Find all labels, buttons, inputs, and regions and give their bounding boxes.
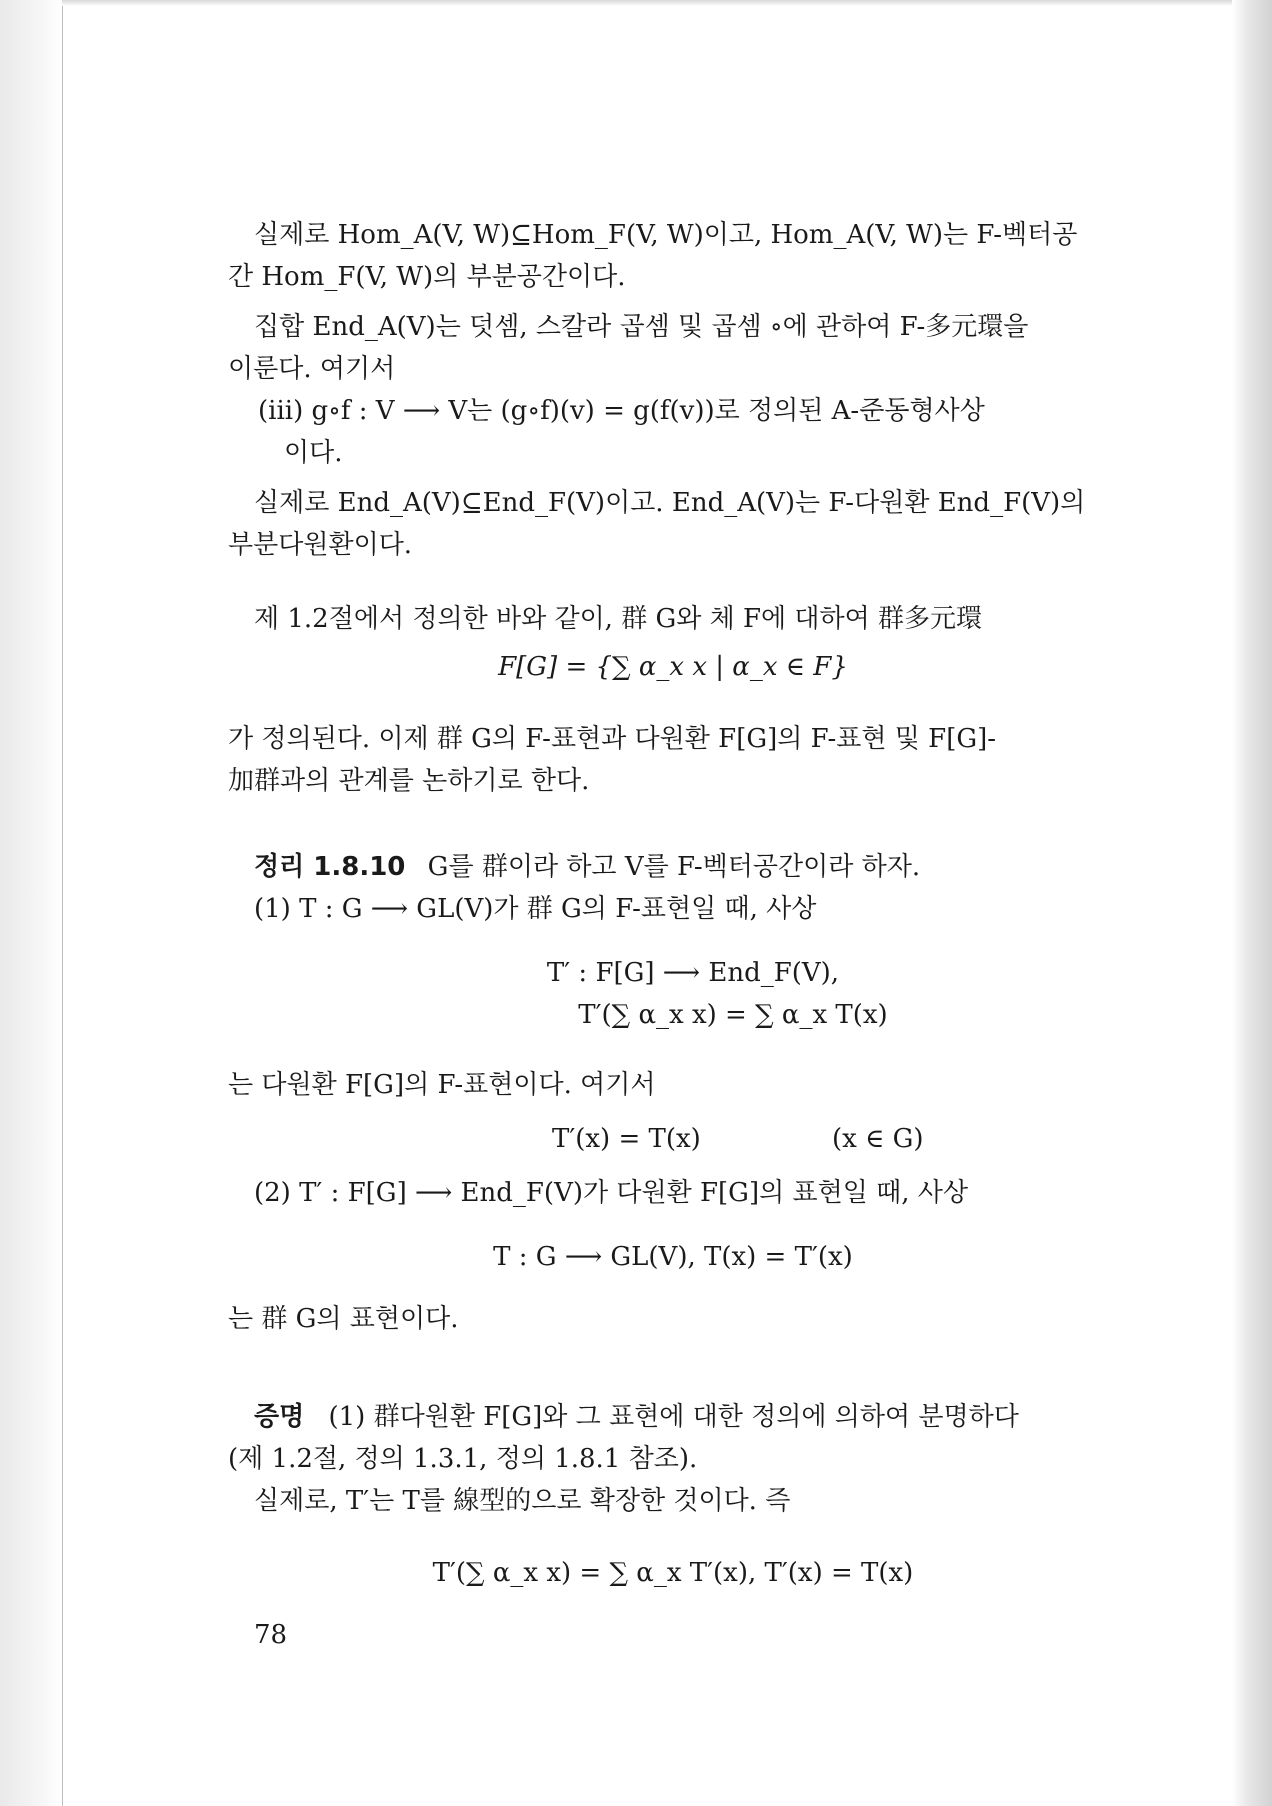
- page-top-edge: [62, 0, 1232, 6]
- text-line-1: 실제로 Hom_A(V, W)⊆Hom_F(V, W)이고, Hom_A(V, W)는 F-벡터공: [254, 220, 1078, 250]
- text-line-12: 加群과의 관계를 논하기로 한다.: [228, 766, 590, 796]
- theorem-label: 정리 1.8.10: [254, 852, 406, 882]
- proof-line-3: 실제로, T′는 T를 線型的으로 확장한 것이다. 즉: [254, 1486, 791, 1516]
- text-line-4: 이룬다. 여기서: [228, 354, 396, 384]
- text-line-6: 이다.: [284, 438, 343, 468]
- proof-text: (1) 群다원환 F[G]와 그 표현에 대한 정의에 의하여 분명하다: [328, 1402, 1019, 1432]
- page-edge: [62, 0, 63, 1806]
- page-number: 78: [254, 1620, 288, 1650]
- formula-t-prime-x: T′(x) = T(x): [552, 1124, 701, 1154]
- theorem-part-1: (1) T : G ⟶ GL(V)가 群 G의 F-표현일 때, 사상: [254, 894, 817, 924]
- text-line-18: 는 다원환 F[G]의 F-표현이다. 여기서: [228, 1070, 656, 1100]
- page-shadow-left: [0, 0, 62, 1806]
- text-line-3: 집합 End_A(V)는 덧셈, 스칼라 곱셈 및 곱셈 ∘에 관하여 F-多元環을: [254, 312, 1029, 342]
- formula-t-map: T : G ⟶ GL(V), T(x) = T′(x): [493, 1242, 853, 1272]
- text-line-23: 는 群 G의 표현이다.: [228, 1304, 459, 1334]
- formula-condition: (x ∈ G): [832, 1124, 924, 1154]
- proof-line-2: (제 1.2절, 정의 1.3.1, 정의 1.8.1 참조).: [228, 1444, 698, 1474]
- text-line-2: 간 Hom_F(V, W)의 부분공간이다.: [228, 262, 626, 292]
- definition-item-iii: (iii) g∘f : V ⟶ V는 (g∘f)(v) = g(f(v))로 정의된 A-준동형사상: [258, 396, 985, 426]
- group-algebra-formula: F[G] = {∑ α_x x | α_x ∈ F}: [498, 652, 848, 682]
- text-line-9: 제 1.2절에서 정의한 바와 같이, 群 G와 체 F에 대하여 群多元環: [254, 604, 983, 634]
- page-shadow-right: [1232, 0, 1272, 1806]
- proof-line-1: [254, 1396, 1019, 1438]
- formula-t-prime-map: T′ : F[G] ⟶ End_F(V),: [546, 958, 840, 988]
- theorem-text: G를 群이라 하고 V를 F-벡터공간이라 하자.: [427, 852, 921, 882]
- text-line-11: 가 정의된다. 이제 群 G의 F-표현과 다원환 F[G]의 F-표현 및 F[G]-: [228, 724, 997, 754]
- theorem-statement: [254, 846, 920, 888]
- formula-t-prime-def: T′(∑ α_x x) = ∑ α_x T(x): [578, 1000, 888, 1030]
- proof-label: 증명: [254, 1402, 305, 1432]
- formula-linear-extension: T′(∑ α_x x) = ∑ α_x T′(x), T′(x) = T(x): [432, 1558, 914, 1588]
- text-line-7: 실제로 End_A(V)⊆End_F(V)이고. End_A(V)는 F-다원환 End_F(V)의: [254, 488, 1086, 518]
- text-line-8: 부분다원환이다.: [228, 530, 413, 560]
- theorem-part-2: (2) T′ : F[G] ⟶ End_F(V)가 다원환 F[G]의 표현일 때, 사상: [254, 1178, 968, 1208]
